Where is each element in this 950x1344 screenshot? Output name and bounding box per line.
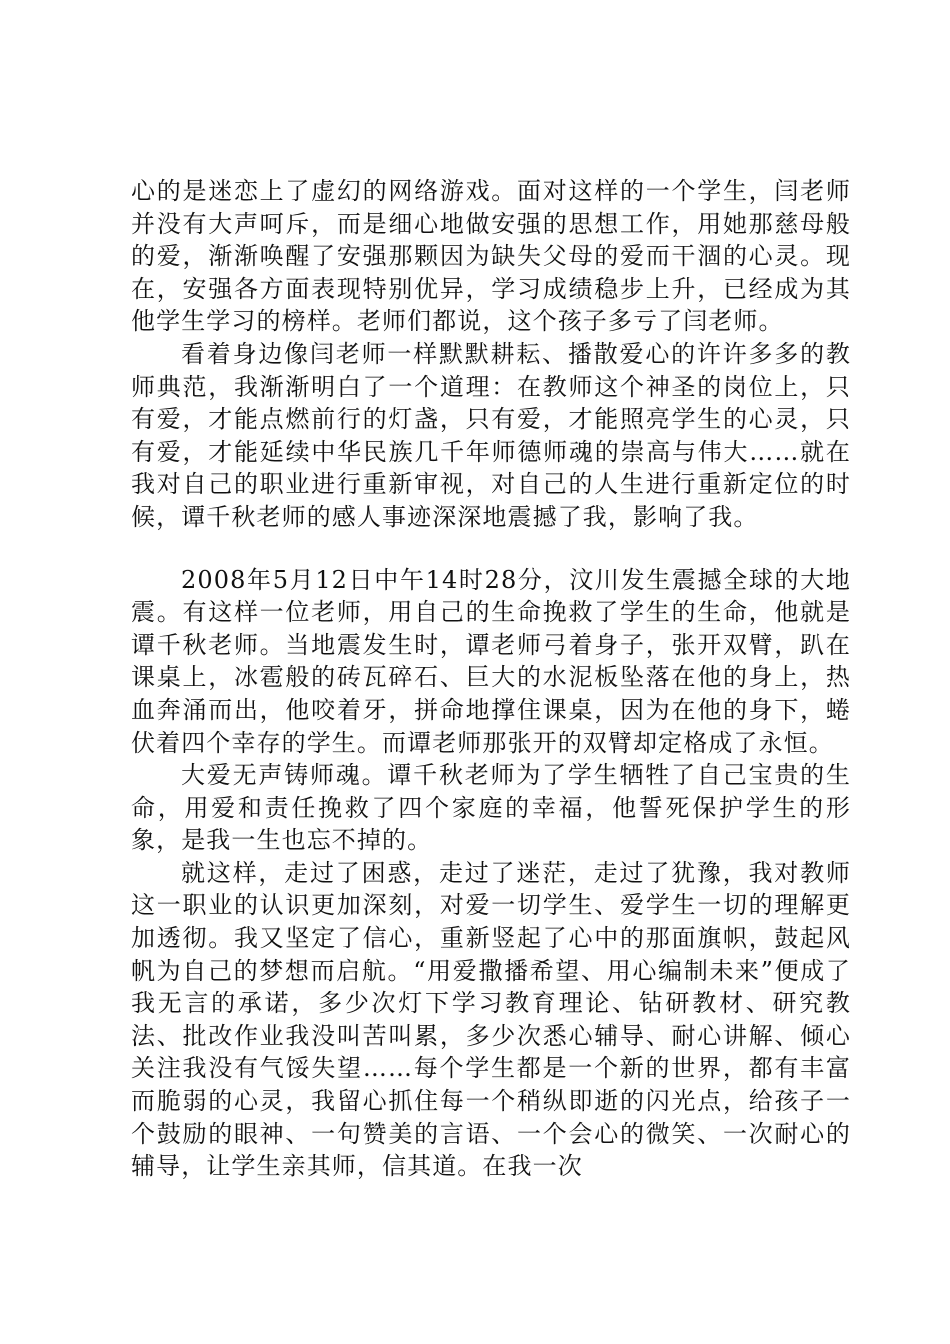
- paragraph-teacher-models: 看着身边像闫老师一样默默耕耘、播散爱心的许许多多的教师典范，我渐渐明白了一个道理：在教师这个神圣的岗位上，只有爱，才能点燃前行的灯盏，只有爱，才能照亮学生的心灵，只有爱，才能延续中华民族几千年师德师魂的崇高与伟大……就在我对自己的职业进行重新审视，对自己的人生进行重新定位的时候，谭千秋老师的感人事迹深深地震撼了我，影响了我。: [131, 339, 851, 531]
- paragraph-earthquake: 2008年5月12日中午14时28分，汶川发生震撼全球的大地震。有这样一位老师，用自己的生命挽救了学生的生命，他就是谭千秋老师。当地震发生时，谭老师弓着身子，张开双臂，趴在课桌上，冰雹般的砖瓦碎石、巨大的水泥板坠落在他的身上，热血奔涌而出，他咬着牙，拼命地撑住课桌，因为在他的身下，蜷伏着四个幸存的学生。而谭老师那张开的双臂却定格成了永恒。: [131, 565, 851, 757]
- paragraph-great-love: 大爱无声铸师魂。谭千秋老师为了学生牺牲了自己宝贵的生命，用爱和责任挽救了四个家庭的幸福，他誓死保护学生的形象，是我一生也忘不掉的。: [131, 761, 851, 855]
- paragraph-commitment: 就这样，走过了困惑，走过了迷茫，走过了犹豫，我对教师这一职业的认识更加深刻，对爱一切学生、爱学生一切的理解更加透彻。我又坚定了信心，重新竖起了心中的那面旗帜，鼓起风帆为自己的梦想而启航。“用爱撒播希望、用心编制未来”便成了我无言的承诺，多少次灯下学习教育理论、钻研教材、研究教法、批改作业我没叫苦叫累，多少次悉心辅导、耐心讲解、倾心关注我没有气馁失望……每个学生都是一个新的世界，都有丰富而脆弱的心灵，我留心抓住每一个稍纵即逝的闪光点，给孩子一个鼓励的眼神、一句赞美的言语、一个会心的微笑、一次耐心的辅导，让学生亲其师，信其道。在我一次: [131, 858, 851, 1181]
- paragraph-continuation: 心的是迷恋上了虚幻的网络游戏。面对这样的一个学生，闫老师并没有大声呵斥，而是细心地做安强的思想工作，用她那慈母般的爱，渐渐唤醒了安强那颗因为缺失父母的爱而干涸的心灵。现在，安强各方面表现特别优异，学习成绩稳步上升，已经成为其他学生学习的榜样。老师们都说，这个孩子多亏了闫老师。: [131, 177, 851, 336]
- document-body: [131, 175, 851, 1183]
